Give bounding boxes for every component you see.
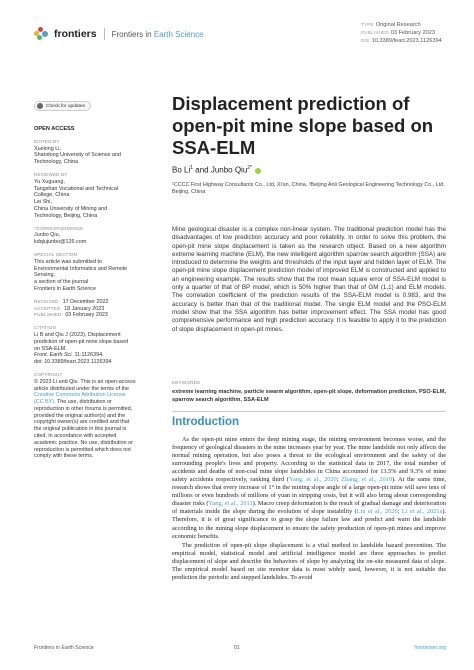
special-section-info: This article was submitted to Environmental Informatics and Remote Sensing, a section of the journal Frontiers in Earth Science bbox=[34, 258, 128, 292]
abstract: Mine geological disaster is a complex non-linear system. The traditional prediction model has the disadvantages of low prediction accuracy and poor reliability. In order to solve this problem, the open-pit mine slope displacement is taken as the research object. Based on a new algorithm extreme learning machine (ELM), the new intelligent algorithm sparrow search algorithm (SSA) are introduced to determine the weights and thresholds of the input layer and hidden layer of ELM. The open-pit mine slope displacement prediction model of improved ELM is constructed and applied to an engineering example. The results show that the root mean square error of SSA-ELM model is only a quarter of that of BP model, which is 50% higher than that of GM (1,1) and ELM models. The correlation coefficient of the prediction results of the SSA-ELM model is 0.983, and the accuracy is better than that of the traditional model. The single ELM model and the PSO-ELM model show that the SSA algorithm has better improvement effect. The SSA model has good comprehensive performance and high prediction accuracy. It is feasible to apply it to the prediction of slope displacement in open-pit mines. bbox=[172, 226, 446, 333]
citation-link[interactable]: Zhang, et al., 2010 bbox=[341, 476, 392, 484]
page-header bbox=[0, 0, 474, 52]
keywords: extreme learning machine, particle swarm algorithm, open-pit slope, deformation prediction, PSO-ELM, sparrow search algorithm, SSA-ELM bbox=[172, 389, 446, 403]
article-sidebar bbox=[34, 126, 156, 460]
citation-label: CITATION bbox=[34, 325, 56, 331]
reviewer-info: Yu Xuguang, Tangshan Vocational and Technical College, China Lei Shi, China University of Mining and Technology, Beijing, China bbox=[34, 178, 119, 219]
edited-by-label: EDITED BY bbox=[34, 138, 60, 144]
orcid-icon[interactable] bbox=[255, 168, 261, 174]
page-number: 01 bbox=[234, 645, 240, 651]
frontiers-logo[interactable] bbox=[34, 27, 204, 41]
citation-info: Li B and Qiu J (2023), Displacement prediction of open-pit mine slope based on SSA-ELM. Front. Earth Sci. 11:1126394. doi: 10.3389/feart.2023.1126394 bbox=[34, 331, 129, 366]
correspondence-email[interactable]: kdqiujunbo@126.com bbox=[34, 239, 87, 246]
special-section-label: SPECIAL SECTION bbox=[34, 251, 78, 257]
article-title: Displacement prediction of open-pit mine slope based on SSA-ELM bbox=[172, 93, 434, 158]
paragraph-2: The prediction of open-pit slope displacement is a vital method to landslide hazard prevention. The empirical model, statistical model and artificial intelligence model are three approaches to predict displacement of slope and describe the behaviors of slope by analyzing the on-site measured data of slope. The empirical model based on site monitor data is most widely used, however, it is not suitable the prediction the periodic and stepped landslides. To avoid bbox=[172, 541, 446, 581]
page-footer bbox=[34, 645, 446, 655]
frontiers-dots-icon bbox=[34, 27, 50, 41]
introduction-body bbox=[172, 436, 446, 582]
section-divider bbox=[172, 411, 446, 412]
author-2[interactable]: Junbo Qiu bbox=[210, 165, 248, 175]
citation-link[interactable]: Liu et al., 2020 bbox=[356, 508, 398, 516]
citation-link[interactable]: Yang, et al., 2020 bbox=[289, 476, 337, 484]
affiliations: ¹CCCC First Highway Consultants Co., Ltd, Xi'an, China, ²Beijing Anli Geological Engineering Technology Co., Ltd, Beijing, China bbox=[172, 182, 445, 195]
article-dates: RECEIVED 17 December 2022 ACCEPTED 18 January 2023 PUBLISHED 03 February 2023 bbox=[34, 298, 109, 319]
license-link[interactable]: Creative Commons Attribution License bbox=[34, 392, 126, 399]
logo-divider bbox=[104, 28, 105, 40]
author-list: Bo Li$^1$ and Junbo Qiu$^{2*}$ bbox=[172, 165, 261, 175]
brand-name: frontiers bbox=[54, 28, 97, 40]
published-date: 03 February 2023 bbox=[390, 30, 436, 37]
update-icon bbox=[37, 103, 43, 109]
correspondence-label: *CORRESPONDENCE bbox=[34, 225, 84, 231]
copyright-info: © 2023 Li and Qiu. This is an open-access article distributed under the terms of the Creative Commons Attribution License (CC BY). The use, distribution or reproduction in other forums is permitted, provided the original author(s) and the copyright owner(s) are credited and that the original publication in this journal is cited, in accordance with accepted academic practice. No use, distribution or reproduction is permitted which does not comply with these terms. bbox=[34, 379, 156, 461]
paragraph-1: As the open-pit mine enters the deep mining stage, the mining environment becomes worse, and the frequency of geological disasters in the mine increases year by year. The mine landslide not only affects the normal mining operation, but also poses a threat to the ecological environment and the safety of the surrounding people's lives and property. According to the statistical data in 2017, the total number of accidents and deaths of non-coal mine slope landslides in China accounted for 13.5% and 9.3% of mine safety accidents respectively, ranking third (Yang, et al., 2020; Zhang, et al., 2010). At the same time, research shows that every increase of 1° in the mining slope angle of a large open-pit mine will save tens of millions or even hundreds of millions of yuan in stripping costs, but it will also bring about corresponding disaster risks (Yang, et al., 2011). Macro creep deformation is the result of gradual damage and deterioration of materials inside the slope during the evolution of slope instability (Liu et al., 2020; Li et al., 2021a). Therefore, it is of great significance to grasp the slope failure law and predict and warn the landslide according to the mining slope displacement to ensure the safety production of open-pit mines and improve economic benefits. bbox=[172, 436, 446, 540]
introduction-heading: Introduction bbox=[172, 416, 240, 428]
article-meta: TYPE Original Research PUBLISHED 03 February 2023 DOI 10.3389/feart.2023.1126394 bbox=[361, 22, 442, 45]
open-access-label: OPEN ACCESS bbox=[34, 126, 75, 132]
citation-link[interactable]: Yang, et al., 2011 bbox=[208, 500, 253, 508]
copyright-label: COPYRIGHT bbox=[34, 371, 63, 377]
footer-site-link[interactable]: frontiersin.org bbox=[414, 645, 446, 651]
author-1[interactable]: Bo Li bbox=[172, 165, 191, 175]
footer-journal: Frontiers in Earth Science bbox=[34, 645, 94, 651]
correspondence-info: Junbo Qiu, kdqiujunbo@126.com bbox=[34, 232, 156, 246]
check-for-updates-button[interactable]: Check for updates bbox=[34, 101, 91, 111]
license-link-end[interactable]: (CC BY). bbox=[34, 399, 56, 406]
article-type: Original Research bbox=[375, 22, 421, 28]
editor-info: Xuelong Li, Shandong University of Science and Technology, China bbox=[34, 145, 121, 166]
citation-link[interactable]: Li et al., 2021a bbox=[401, 508, 443, 516]
journal-name[interactable]: Frontiers in Earth Science bbox=[111, 29, 204, 39]
keywords-label: KEYWORDS bbox=[172, 380, 201, 385]
reviewed-by-label: REVIEWED BY bbox=[34, 171, 68, 177]
doi: 10.3389/feart.2023.1126394 bbox=[371, 38, 442, 45]
